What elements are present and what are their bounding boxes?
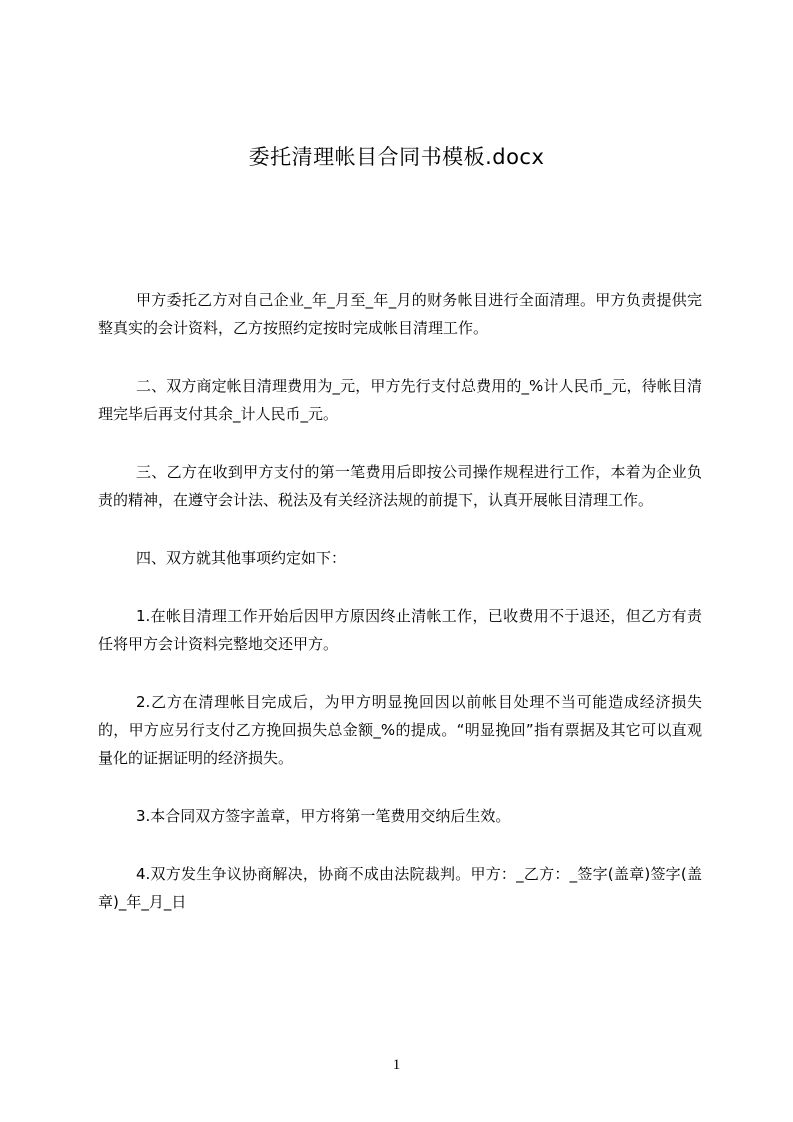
- paragraph-fees: 二、双方商定帐目清理费用为_元，甲方先行支付总费用的_%计人民币_元，待帐目清理完毕后再支付其余_计人民币_元。: [98, 377, 702, 423]
- document-title: 委托清理帐目合同书模板.docx: [248, 145, 545, 169]
- paragraph-entrustment: 甲方委托乙方对自己企业_年_月至_年_月的财务帐目进行全面清理。甲方负责提供完整真实的会计资料，乙方按照约定按时完成帐目清理工作。: [98, 291, 702, 337]
- paragraph-clause-1: 1.在帐目清理工作开始后因甲方原因终止清帐工作，已收费用不于退还，但乙方有责任将甲方会计资料完整地交还甲方。: [98, 607, 702, 653]
- paragraph-work-procedure: 三、乙方在收到甲方支付的第一笔费用后即按公司操作规程进行工作，本着为企业负责的精神，在遵守会计法、税法及有关经济法规的前提下，认真开展帐目清理工作。: [98, 463, 702, 509]
- paragraph-clause-3: 3.本合同双方签字盖章，甲方将第一笔费用交纳后生效。: [136, 807, 511, 825]
- page-number: 1: [392, 1057, 401, 1073]
- paragraph-clause-4: 4.双方发生争议协商解决，协商不成由法院裁判。甲方：_乙方：_签字(盖章)签字(盖章)_年_月_日: [98, 865, 702, 911]
- document-body: [98, 286, 702, 946]
- paragraph-clause-2: 2.乙方在清理帐目完成后，为甲方明显挽回因以前帐目处理不当可能造成经济损失的，甲方应另行支付乙方挽回损失总金额_%的提成。“明显挽回”指有票据及其它可以直观量化的证据证明的经济损失。: [98, 693, 702, 767]
- paragraph-other-matters-heading: 四、双方就其他事项约定如下：: [136, 549, 347, 567]
